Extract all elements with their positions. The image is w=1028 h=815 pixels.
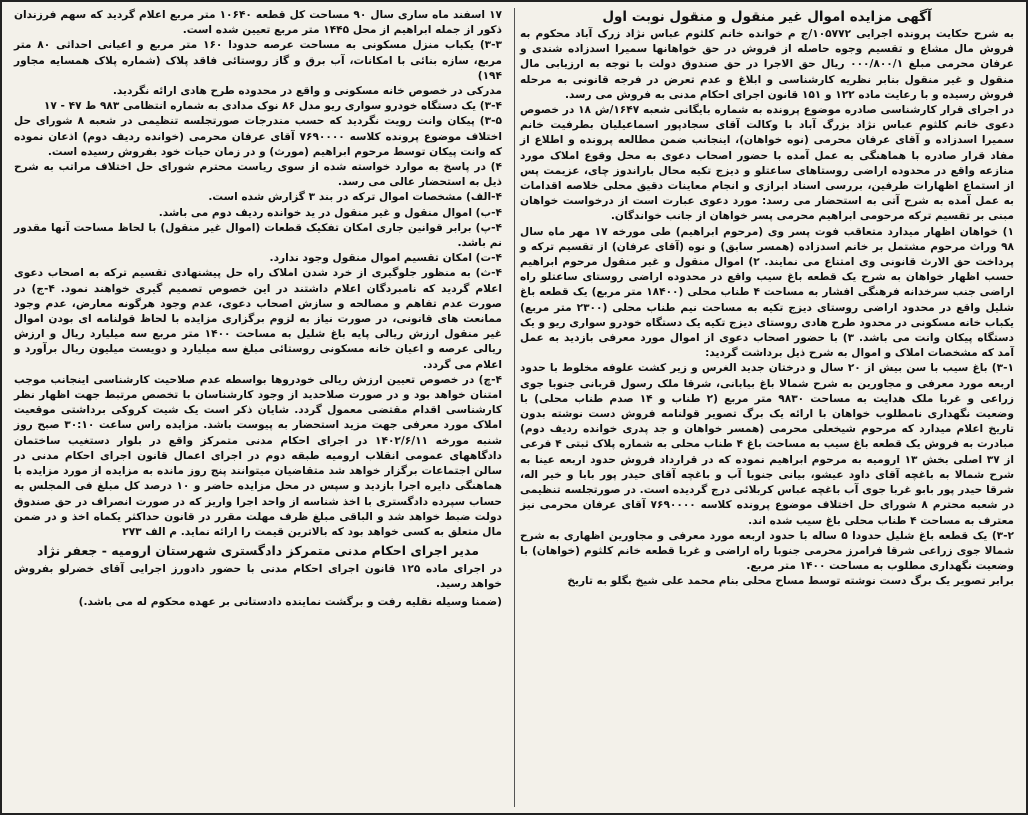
paragraph: ۱) خواهان اظهار میدارد متعاقب فوت پسر وی (مرحوم ابراهیم) طی مورخه ۱۷ مهر ماه سال ۹۸ وراث مرحوم مشتمل بر خانم اسدزاده (همسر سابق) و نوه (آقای عرفان) از تقسیم ترکه و پرداخت حق الارث قانونی وی امتناع می نمایند. ۲) اموال منقول و غیر منقول مرحوم ابراهیم حسب اظهار خواهان به شرح یک قطعه باغ سیب واقع در محدوده اراضی روستای ساعتلو راه اراضی جنب سرخدانه فرهنگی افشار به مساحت ۴ طناب محلی (۱۸۴۰۰ متر مربع) یک قطعه باغ شلیل واقع در محدود اراضی روستای دیزج تکیه به مساحت نیم طناب محلی (۲۳۰۰ متر مربع) یکباب خانه مسکونی در محدود طرح هادی روستای دیزج تکیه یک دستگاه خودرو سواری ریو و یک دستگاه پیکان وانت می باشد. ۳) با حضور اصحاب دعوی از اموال مورد معرفی بازدید به عمل آمد که مشخصات املاک و اموال به شرح ذیل برداشت گردید: bbox=[520, 225, 1015, 360]
paragraph: ۴-الف) مشخصات اموال ترکه در بند ۳ گزارش شده است. bbox=[208, 191, 502, 204]
paragraph: ۱۷ اسفند ماه ساری سال ۹۰ مساحت کل قطعه ۱۰۶۴۰ متر مربع اعلام گردید که سهم فرزندان ذکور از جمله ابراهیم از محل ۱۴۴۵ متر مربع تعیین شده است. bbox=[14, 9, 503, 37]
paragraph: برابر تصویر یک برگ دست نوشته توسط مساح محلی بنام محمد علی شیخ بگلو به تاریخ bbox=[567, 575, 1014, 588]
paragraph: ۳-۲) یک قطعه باغ شلیل حدودا ۵ ساله با حدود اربعه مورد معرفی و مجاورین اظهاری به شرح شمالا جوی زراعی شرقا فرامرز محرمی جنوبا راه اراضی و غربا قطعه خانم کلثوم (خواهان) با وضعیت نگهداری مطلوب به مساحت ۱۴۰۰ متر مربع. bbox=[520, 529, 1014, 573]
paragraph: ۴-چ) در خصوص تعیین ارزش ریالی خودروها بواسطه عدم صلاحیت کارشناسی اینجانب موجب امتنان خواهد بود و در صورت صلاحدید از وجود کارشناسان با تخصص مرتبط جهت اظهار نظر کارشناسی اقدام مقتضی معمول گردد. شایان ذکر است یک شیت کروکی برداشتی موقعیت املاک مورد معرفی جهت مزید استحضار به پیوست باشد. مزایده راس ساعت ۳۰:۱۰ صبح روز شنبه مورخه ۱۴۰۲/۶/۱۱ در اجرای احکام مدنی متمرکز واقع در بلوار دستغیب ساختمان دادگاههای عمومی انقلاب ارومیه طبقه دوم در اجرای اعمال قانون اجرای احکام مدنی در سالن اجتماعات برگزار خواهد شد متقاضیان میتوانند پنج روز مانده به مزایده از مورد مزایده با هماهنگی دایره اجرا بازدید و سپس در محل مزایده حاضر و ۱۰ درصد کل مبلغ فی المجلس به حساب سپرده دادگستری با اخذ شناسه از واحد اجرا واریز که در صورت انصراف در حق صندوق دولت ضبط خواهد شد و الباقی مبلغ ظرف مهلت مقرر در قانون حداکثر یکماه اخذ و در ضمن مال متعلق به کسی خواهد بود که بالاترین قیمت را ارائه نماید. م الف ۲۷۳ bbox=[14, 373, 502, 538]
notice-title: آگهی مزایده اموال غیر منقول و منقول نوبت اول bbox=[602, 9, 932, 25]
paragraph: ۳-۱) باغ سیب با سن بیش از ۲۰ سال و درختان جدید الغرس و زیر کشت علوفه مخلوط با حدود اربعه مورد معرفی و مجاورین به شرح شمالا باغ بیابانی، شرقا ملک رسول قربانی جنوبا جوی زراعی و غربا ملک هدایت به مساحت ۹۸۳۰ متر مربع (۲ طناب و ۱۴ صدم طناب محلی) با وضعیت نگهداری نامطلوب خواهان با ارائه یک برگ تصویر قولنامه فروش دست نوشته بدون تاریخ اعلام میدارد که مرحوم شیخعلی محرمی (همسر خواهان و جد پدری خوانده ردیف دوم) مبادرت به فروش یک قطعه باغ سیب به مساحت باغ ۴ طناب محلی به شماره پلاک ثبتی ۴ فرعی از ۳۷ اصلی بخش ۱۳ ارومیه به مرحوم ابراهیم نموده که در قرارداد فروش حدود اربعه عینا به شرح شمالا به باغچه آقای داود عیشو، بیانی جنوبا آب و باغچه آقای حیدر پور بابا و خیر اله، شرقا حیدر پور بابو غربا جوی آب باغچه عباس کربلائی درج گردیده است. در صورتجلسه تنظیمی در شعبه محترم ۸ شورای حل اختلاف موضوع پرونده کلاسه ۷۶۹۰۰۰۰ آقای عرفان محرمی نیز معترف به مساحت ۴ طناب محلی باغ سیب شده اند. bbox=[520, 362, 1015, 527]
signature-line: مدیر اجرای احکام مدنی متمرکز دادگستری شهرستان ارومیه - جعفر نژاد bbox=[37, 543, 479, 559]
right-column bbox=[514, 8, 1020, 807]
footnote: (ضمنا وسیله نقلیه رفت و برگشت نماینده دادستانی بر عهده محکوم له می باشد.) bbox=[78, 595, 502, 608]
paragraph: ۴-ب) اموال منقول و غیر منقول در ید خوانده ردیف دوم می باشد. bbox=[158, 206, 502, 219]
paragraph: ۳-۳) یکباب منزل مسکونی به مساحت عرصه حدودا ۱۶۰ متر مربع و اعیانی احداثی ۸۰ متر مربع، سازه بنائی با امکانات، آب برق و گاز روستائی فاقد پلاک (شماره پلاک همسایه مجاور ۱۹۴) bbox=[14, 39, 502, 82]
column-divider bbox=[514, 8, 515, 807]
paragraph: ۴-پ) برابر قوانین جاری امکان تفکیک قطعات (اموال غیر منقول) با لحاظ مساحت آنها مقدور نم باشد. bbox=[14, 221, 502, 250]
left-column bbox=[8, 8, 508, 807]
paragraph: ۴-ت) امکان تقسیم اموال منقول وجود ندارد. bbox=[269, 252, 502, 265]
paragraph: ۳-۵) پیکان وانت رویت نگردید که حسب مندرجات صورتجلسه تنظیمی در شعبه ۸ شورای حل اختلاف موضوع پرونده کلاسه ۷۶۹۰۰۰۰ آقای عرفان محرمی (خوانده ردیف دوم) اذعان نموده که وانت پیکان توسط مرحوم ابراهیم (مورث) و در زمان حیات خود بفروش رسیده است. bbox=[14, 115, 502, 158]
closing-paragraph: در اجرای ماده ۱۲۵ قانون اجرای احکام مدنی با حضور دادورز اجرایی آقای خضرلو بفروش خواهد رسید. bbox=[14, 563, 502, 591]
paragraph: ۴) در پاسخ به موارد خواسته شده از سوی ریاست محترم شورای حل اختلاف مراتب به شرح ذیل به استحضار عالی می رسد. bbox=[14, 161, 502, 189]
paragraph: ۴-ث) به منظور جلوگیری از خرد شدن املاک راه حل پیشنهادی تقسیم ترکه به اصحاب دعوی اعلام گردید که نامبردگان اعلام داشتند در این خصوص تصمیم گیری خواهند نمود. ۴-ج) در صورت عدم تفاهم و مصالحه و سازش اصحاب دعوی، عدم وجود هرگونه معارض، عدم وجود ممانعت های قانونی، در صورت نیاز به لزوم برگزاری مزایده با لحاظ قولنامه ای بودن اموال غیر منقول ارزش ریالی پایه باغ شلیل به مساحت ۱۴۰۰ متر مربع سه میلیارد ریال و ارزش ریالی عرصه و اعیان خانه مسکونی روستائی مبلغ سه میلیارد و دویست میلیون ریال برآورد و اعلام می گردد. bbox=[14, 267, 502, 371]
paragraph: ۳-۴) یک دستگاه خودرو سواری ریو مدل ۸۶ نوک مدادی به شماره انتظامی ۹۸۳ ط ۴۷ - ۱۷ bbox=[43, 100, 502, 113]
paragraph: مدرکی در خصوص خانه مسکونی و واقع در محدوده طرح هادی ارائه نگردید. bbox=[112, 85, 502, 98]
paragraph: در اجرای قرار کارشناسی صادره موضوع پرونده به شماره بایگانی شعبه ۱۶۴۷/ش ۱۸ در خصوص دعوی خانم کلثوم عباس نژاد بزرگ آباد با وکالت آقای سجادپور اسماعیلیان بطرفیت خانم سمیرا اسدزاده و آقای عرفان محرمی (نوه خواهان)، اینجانب ضمن مطالعه پرونده و اطلاع از مفاد قرار صادره با هماهنگی به عمل آمده با حضور اصحاب دعوی به محل وقوع املاک مورد منازعه واقع در محدوده اراضی روستاهای ساعتلو و دیزج تکیه محال باراندوز چای، عزیمت پس از استماع اظهارات طرفین، بررسی اسناد ابرازی و انجام معاینات دقیق محلی خلاصه اقدامات به عمل آمده به شرح آتی به استحضار می رسد: مورد دعوی عبارت است از درخواست خواهان مبنی بر تقسیم ترکه مرحومی ابراهیم محرمی پسر خواهان از جانب خواندگان. bbox=[520, 104, 1014, 223]
paragraph: به شرح حکایت پرونده اجرایی ۱۰۵۷۷۲/ج م خوانده خانم کلثوم عباس نژاد زرک آباد محکوم به فروش مال مشاع و تقسیم وجوه حاصله از فروش در حق خواهانها سمیرا اسدزاده شندی و عرفان محرمی مبلغ ۰۰۰/۸۰۰/۱ ریال حق الاجرا در حق صندوق دولت با توجه به ارزیابی مال منقول و غیر منقول بنابر نظریه کارشناسی و ابلاغ و عدم تعرض در فرجه قانونی به مرحله فروش رسیده و با رعایت ماده ۱۲۲ و ۱۵۱ قانون اجرای احکام مدنی به فروش می رسد. bbox=[520, 28, 1015, 101]
